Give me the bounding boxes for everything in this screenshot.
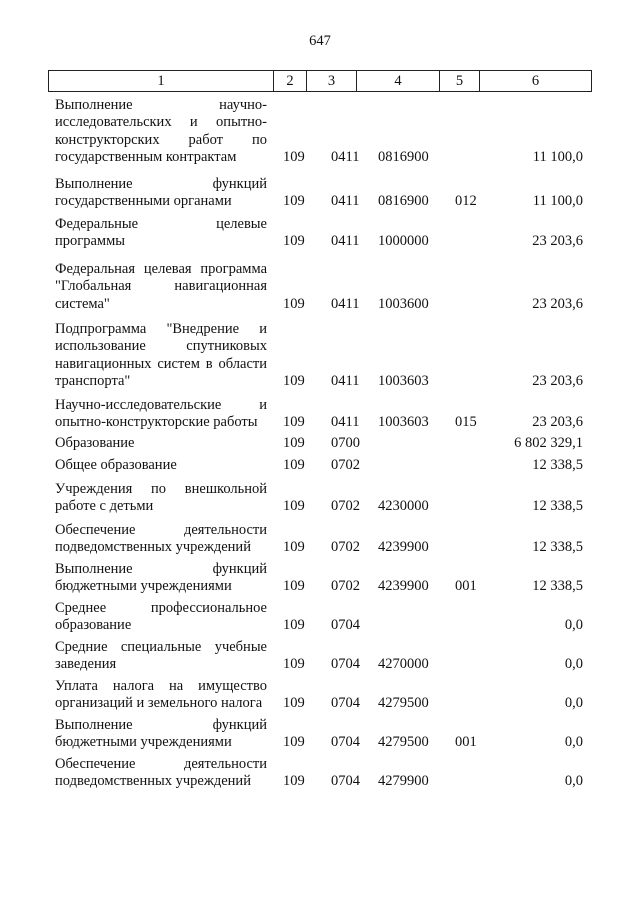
cell-c2: 109: [283, 539, 305, 556]
cell-c3: 0702: [331, 457, 360, 473]
cell-c6: 0,0: [564, 656, 583, 673]
cell-c4: 0816900: [378, 193, 429, 210]
cell-c4: 4279500: [378, 734, 429, 751]
row-description: [55, 457, 267, 474]
cell-c4: 1003603: [378, 414, 429, 431]
cell-c6: 12 338,5: [532, 498, 583, 515]
cell-c5: 012: [455, 193, 477, 210]
cell-c4: 4239900: [378, 539, 429, 556]
row-description: [55, 561, 267, 596]
description-line: "Глобальная навигационная: [55, 278, 267, 295]
description-line: государственным контрактам: [55, 148, 237, 165]
cell-c6: 0,0: [564, 695, 583, 712]
description-line: исследовательских и опытно-: [55, 114, 267, 131]
cell-c4: 4239900: [378, 578, 429, 595]
cell-c4: 4270000: [378, 656, 429, 673]
header-col-2: 2: [273, 71, 306, 91]
cell-c4: 1003600: [378, 295, 429, 312]
cell-c3: 0704: [331, 734, 360, 751]
description-line: Учреждения по внешкольной: [55, 481, 267, 497]
cell-c4: 4279500: [378, 695, 429, 712]
cell-c4: 1003603: [378, 372, 429, 389]
description-line: Обеспечение деятельности: [55, 756, 267, 772]
row-description: [55, 261, 267, 313]
cell-c6: 12 338,5: [532, 578, 583, 595]
cell-c5: 001: [455, 734, 477, 751]
page-number: 647: [309, 33, 331, 49]
cell-c3: 0411: [331, 372, 360, 389]
cell-c4: 4279900: [378, 773, 429, 790]
description-line: заведения: [55, 656, 117, 673]
cell-c3: 0702: [331, 578, 360, 595]
cell-c2: 109: [283, 233, 305, 250]
cell-c2: 109: [283, 372, 305, 389]
cell-c2: 109: [283, 498, 305, 515]
description-line: организаций и земельного налога: [55, 695, 263, 712]
cell-c6: 0,0: [564, 734, 583, 751]
row-description: [55, 176, 267, 211]
header-col-5: 5: [439, 71, 479, 91]
description-line: бюджетными учреждениями: [55, 734, 232, 751]
cell-c3: 0411: [331, 233, 360, 250]
cell-c3: 0704: [331, 695, 360, 712]
description-line: государственными органами: [55, 193, 232, 210]
cell-c3: 0700: [331, 435, 360, 451]
header-col-6: 6: [479, 71, 591, 91]
row-description: [55, 321, 267, 390]
description-line: Федеральные целевые: [55, 216, 267, 232]
cell-c6: 23 203,6: [532, 372, 583, 389]
cell-c3: 0411: [331, 148, 360, 165]
cell-c3: 0704: [331, 617, 360, 634]
cell-c6: 23 203,6: [532, 233, 583, 250]
cell-c6: 23 203,6: [532, 295, 583, 312]
header-col-4: 4: [356, 71, 439, 91]
cell-c6: 0,0: [564, 617, 583, 634]
cell-c5: 001: [455, 578, 477, 595]
description-line: Уплата налога на имущество: [55, 678, 267, 694]
description-line: Среднее профессиональное: [55, 600, 267, 616]
description-line: Средние специальные учебные: [55, 639, 267, 655]
description-line: Общее образование: [55, 457, 177, 473]
cell-c2: 109: [283, 193, 305, 210]
cell-c6: 11 100,0: [532, 193, 583, 210]
row-description: [55, 639, 267, 674]
cell-c6: 23 203,6: [532, 414, 583, 431]
row-description: [55, 756, 267, 791]
cell-c2: 109: [283, 773, 305, 790]
cell-c6: 0,0: [564, 773, 583, 790]
row-description: [55, 678, 267, 713]
description-line: подведомственных учреждений: [55, 773, 251, 790]
description-line: использование спутниковых: [55, 338, 267, 355]
cell-c6: 6 802 329,1: [514, 435, 583, 451]
cell-c2: 109: [283, 734, 305, 751]
cell-c2: 109: [283, 695, 305, 712]
cell-c2: 109: [283, 617, 305, 634]
description-line: работе с детьми: [55, 498, 154, 515]
description-line: Федеральная целевая программа: [55, 261, 267, 277]
cell-c3: 0411: [331, 295, 360, 312]
cell-c2: 109: [283, 656, 305, 673]
header-col-3: 3: [306, 71, 356, 91]
cell-c6: 11 100,0: [532, 148, 583, 165]
description-line: Выполнение научно-: [55, 97, 267, 113]
description-line: подведомственных учреждений: [55, 539, 251, 556]
description-line: программы: [55, 233, 125, 250]
cell-c2: 109: [283, 295, 305, 312]
cell-c2: 109: [283, 457, 305, 473]
cell-c4: 1000000: [378, 233, 429, 250]
cell-c6: 12 338,5: [532, 457, 583, 473]
cell-c3: 0702: [331, 498, 360, 515]
cell-c3: 0411: [331, 414, 360, 431]
description-line: Выполнение функций: [55, 176, 267, 192]
table-header: [48, 70, 592, 92]
description-line: Выполнение функций: [55, 561, 267, 577]
cell-c2: 109: [283, 578, 305, 595]
description-line: Обеспечение деятельности: [55, 522, 267, 538]
cell-c4: 0816900: [378, 148, 429, 165]
cell-c2: 109: [283, 148, 305, 165]
cell-c3: 0704: [331, 773, 360, 790]
row-description: [55, 481, 267, 516]
row-description: [55, 216, 267, 251]
cell-c4: 4230000: [378, 498, 429, 515]
description-line: навигационных систем в области: [55, 355, 267, 372]
description-line: система": [55, 295, 110, 312]
header-col-1: 1: [157, 73, 165, 89]
cell-c3: 0411: [331, 193, 360, 210]
cell-c3: 0704: [331, 656, 360, 673]
row-description: [55, 600, 267, 635]
description-line: бюджетными учреждениями: [55, 578, 232, 595]
description-line: Научно-исследовательские и: [55, 397, 267, 413]
row-description: [55, 717, 267, 752]
row-description: [55, 97, 267, 166]
cell-c2: 109: [283, 435, 305, 451]
row-description: [55, 397, 267, 432]
description-line: образование: [55, 617, 132, 634]
cell-c3: 0702: [331, 539, 360, 556]
description-line: Подпрограмма "Внедрение и: [55, 321, 267, 337]
cell-c5: 015: [455, 414, 477, 431]
description-line: Выполнение функций: [55, 717, 267, 733]
description-line: Образование: [55, 435, 135, 451]
description-line: опытно-конструкторские работы: [55, 414, 258, 431]
row-description: [55, 435, 267, 452]
cell-c2: 109: [283, 414, 305, 431]
description-line: конструкторских работ по: [55, 131, 267, 148]
row-description: [55, 522, 267, 557]
cell-c6: 12 338,5: [532, 539, 583, 556]
description-line: транспорта": [55, 372, 131, 389]
